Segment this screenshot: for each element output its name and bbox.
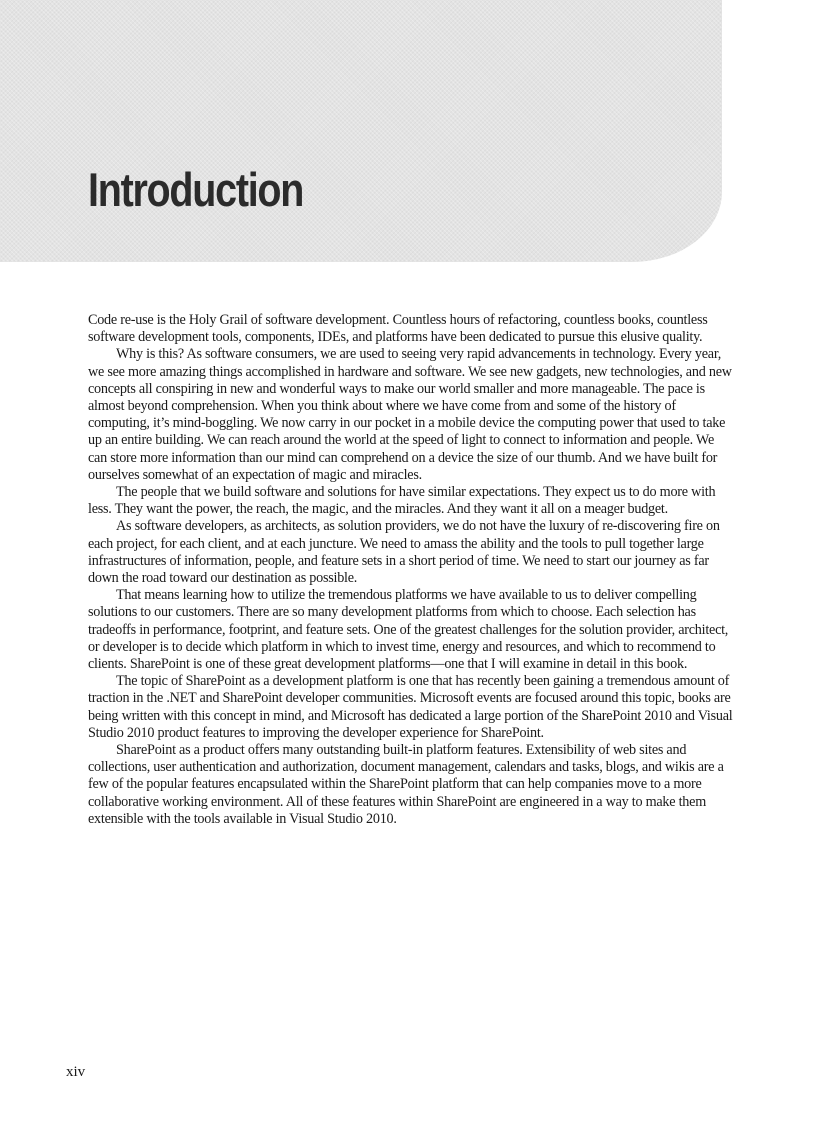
chapter-header-band bbox=[0, 0, 722, 262]
paragraph: That means learning how to utilize the tremendous platforms we have available to us to deliver compelling solutions to our customers. There are so many development platforms from which to choose. Each selection has tradeoffs in performance, footprint, and feature sets. One of the greatest challenges for the solution provider, architect, or developer is to decide which platform in which to invest time, energy and resources, and which to recommend to clients. SharePoint is one of these great development platforms—one that I will examine in detail in this book. bbox=[88, 587, 729, 673]
page-number: xiv bbox=[66, 1064, 86, 1080]
body-text bbox=[88, 312, 736, 828]
paragraph: SharePoint as a product offers many outstanding built-in platform features. Extensibility of web sites and collections, user authentication and authorization, document management, calendars and tasks, blogs, and wikis are a few of the popular features encapsulated within the SharePoint platform that can help companies move to a more collaborative working environment. All of these features within SharePoint are engineered in a way to make them extensible with the tools available in Visual Studio 2010. bbox=[88, 742, 724, 827]
paragraph: The topic of SharePoint as a development platform is one that has recently been gaining a tremendous amount of traction in the .NET and SharePoint developer communities. Microsoft events are focused around this topic, books are being written with this concept in mind, and Microsoft has dedicated a large portion of the SharePoint 2010 and Visual Studio 2010 product features to improving the developer experience for SharePoint. bbox=[88, 673, 733, 741]
paragraph: As software developers, as architects, as solution providers, we do not have the luxury of re-discovering fire on each project, for each client, and at each juncture. We need to amass the ability and the tools to pull together large infrastructures of information, people, and feature sets in a short period of time. We need to start our journey as far down the road toward our destination as possible. bbox=[88, 518, 720, 587]
paragraph: Why is this? As software consumers, we are used to seeing very rapid advancements in technology. Every year, we see more amazing things accomplished in hardware and software. We see new gadgets, new technologies, and new concepts all conspiring in new and wonderful ways to make our world smaller and more manageable. The pace is almost beyond comprehension. When you think about where we have come from and some of the history of computing, it’s mind-boggling. We now carry in our pocket in a mobile device the computing power that used to take up an entire building. We can reach around the world at the speed of light to connect to information and people. We can store more information than our mind can comprehend on a device the size of our thumb. And we have built for ourselves somewhat of an expectation of magic and miracles. bbox=[88, 346, 732, 483]
chapter-title: Introduction bbox=[88, 163, 304, 216]
paragraph: The people that we build software and solutions for have similar expectations. They expect us to do more with less. They want the power, the reach, the magic, and the miracles. And they want it all on a meager budget. bbox=[88, 484, 716, 518]
paragraph: Code re-use is the Holy Grail of software development. Countless hours of refactoring, countless books, countless software development tools, components, IDEs, and platforms have been dedicated to pursue this elusive quality. bbox=[88, 312, 708, 346]
